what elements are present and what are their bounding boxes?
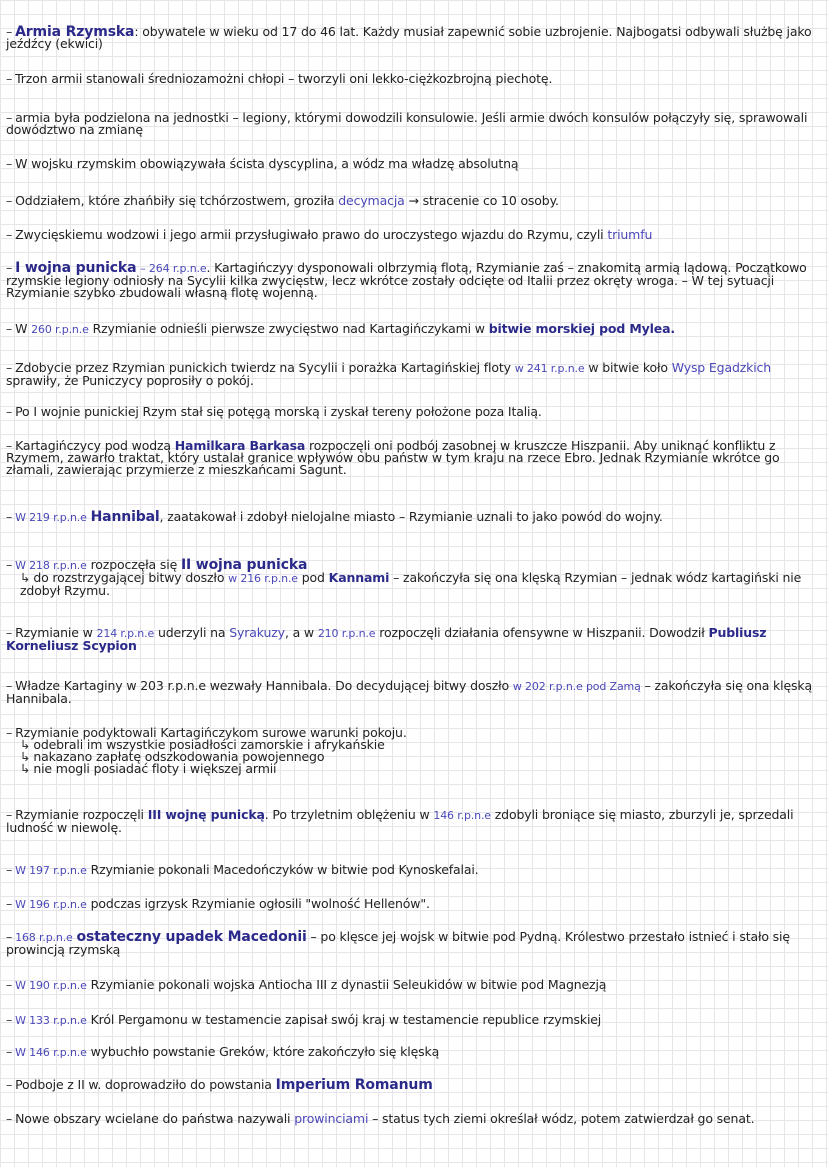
note-hamilkar-barkas: – Kartagińczycy pod wodzą Hamilkara Barkasa rozpoczęli oni podbój zasobnej w kruszcze Hiszpanii. Aby uniknąć konfliktu z Rzymem, zawarło traktat, który ustalał granice wpływów obu państw w tym kraju na rzece Ebro. Jednak Rzymianie wkrótce go złamali, zawierając przymierze z mieszkańcami Sagunt. <box>6 438 780 477</box>
note-i-wojna-punicka: – I wojna punicka – 264 r.p.n.e. Kartagińczyy dysponowali olbrzymią flotą, Rzymianie zaś – znakomitą armią lądową. Początkowo rzymskie legiony odniosły na Sycylii kilka zwycięstw, lecz wkrótce zostały odcięte od Italii przez okręty wroga. – W tej sytuacji Rzymianie szybko zbudowali własną flotę wojenną. <box>6 260 807 300</box>
note-wolnosc-hellenow: – W 196 r.p.n.e podczas igrzysk Rzymianie ogłosili "wolność Hellenów". <box>6 896 430 911</box>
term-hannibal: Hannibal <box>90 509 160 525</box>
note-potega-morska: – Po I wojnie punickiej Rzym stał się potęgą morską i zyskał tereny położone poza Italią. <box>6 404 542 419</box>
note-powstanie-grekow: – W 146 r.p.n.e wybuchło powstanie Greków, które zakończyło się klęską <box>6 1044 440 1059</box>
note-syrakuzy: – Rzymianie w 214 r.p.n.e uderzyli na Syrakuzy, a w 210 r.p.n.e rozpoczęli działania ofensywne w Hiszpanii. Dowodził Publiusz Korneliusz Scypion <box>6 625 767 653</box>
note-legiony: – armia była podzielona na jednostki – legiony, którymi dowodzili konsulowie. Jeśli armie dwóch konsulów połączyły się, sprawowali dowództwo na zmianę <box>6 110 808 137</box>
note-ii-wojna-punicka: – W 218 r.p.n.e rozpoczęła się II wojna punicka ↳ do rozstrzygającej bitwy doszło w 216 r.p.n.e pod Kannami – zakończyła się ona klęską Rzymian – jednak wódz kartagiński nie zdobył Rzymu. <box>6 557 802 598</box>
note-decymacja: – Oddziałem, które zhańbiły się tchórzostwem, groziła decymacja → stracenie co 10 osoby. <box>6 193 559 208</box>
term-iii-wojna-punicka: III wojnę punicką <box>147 807 265 822</box>
note-hannibal: – W 219 r.p.n.e Hannibal, zaatakował i zdobył nielojalne miasto – Rzymianie uznali to jako powód do wojny. <box>6 509 663 525</box>
note-zama: – Władze Kartaginy w 203 r.p.n.e wezwały Hannibala. Do decydującej bitwy doszło w 202 r.p.n.e pod Zamą – zakończyła się ona klęską Hannibala. <box>6 678 812 706</box>
term-prowincje: prowinciami <box>294 1111 369 1126</box>
list-item: ↳ nie mogli posiadać floty i większej armii <box>20 761 277 776</box>
note-trzon-armii: – Trzon armii stanowali średniozamożni chłopi – tworzyli oni lekko-ciężkozbrojną piechotę. <box>6 71 553 86</box>
term-ii-wojna-punicka: II wojna punicka <box>180 557 308 573</box>
term-hamilkar-barkas: Hamilkara Barkasa <box>174 438 306 453</box>
term-armia-rzymska: Armia Rzymska <box>15 24 135 40</box>
term-triumf: triumfu <box>607 227 653 242</box>
note-prowincje: – Nowe obszary wcielane do państwa nazywali prowinciami – status tych ziemi określał wódz, potem zatwierdzał go senat. <box>6 1111 755 1126</box>
note-kynoskefalai: – W 197 r.p.n.e Rzymianie pokonali Macedończyków w bitwie pod Kynoskefalai. <box>6 862 479 877</box>
list-item: ↳ odebrali im wszystkie posiadłości zamorskie i afrykańskie <box>20 737 385 752</box>
note-bitwa-mylea: – W 260 r.p.n.e Rzymianie odnieśli pierwsze zwycięstwo nad Kartagińczykami w bitwie morskiej pod Mylea. <box>6 321 675 336</box>
note-warunki-pokoju: – Rzymianie podyktowali Kartagińczykom surowe warunki pokoju. ↳ odebrali im wszystkie posiadłości zamorskie i afrykańskie ↳ nakazano zapłatę odszkodowania powojennego ↳ nie mogli posiadać floty i większej armii <box>6 727 820 775</box>
note-triumf: – Zwycięskiemu wodzowi i jego armii przysługiwało prawo do uroczystego wjazdu do Rzymu, czyli triumfu <box>6 227 653 242</box>
term-scypion: Publiusz Korneliusz Scypion <box>6 625 767 653</box>
note-magnezja: – W 190 r.p.n.e Rzymianie pokonali wojska Antiocha III z dynastii Seleukidów w bitwie pod Magnezją <box>6 977 607 992</box>
term-upadek-macedonii: ostateczny upadek Macedonii <box>76 929 307 945</box>
note-upadek-macedonii: – 168 r.p.n.e ostateczny upadek Macedonii – po klęsce jej wojsk w bitwie pod Pydną. Królestwo przestało istnieć i stało się prowincją rzymską <box>6 929 790 957</box>
term-bitwa-mylea: bitwie morskiej pod Mylea. <box>488 321 675 336</box>
note-armia-rzymska: – Armia Rzymska: obywatele w wieku od 17 do 46 lat. Każdy musiał zapewnić sobie uzbrojenie. Najbogatsi odbywali służbę jako jeźdźcy (ekwici) <box>6 24 812 51</box>
note-wyspy-egadzkie: – Zdobycie przez Rzymian punickich twierdz na Sycylii i porażka Kartagińskiej floty w 241 r.p.n.e w bitwie koło Wysp Egadzkich sprawiły, że Puniczycy poprosiły o pokój. <box>6 360 772 388</box>
term-i-wojna-punicka: I wojna punicka <box>15 260 137 276</box>
term-imperium-romanum: Imperium Romanum <box>275 1077 433 1093</box>
note-dyscyplina: – W wojsku rzymskim obowiązywała ścista dyscyplina, a wódz ma władzę absolutną <box>6 156 519 171</box>
note-imperium-romanum: – Podboje z II w. doprowadziło do powstania Imperium Romanum <box>6 1077 433 1093</box>
note-iii-wojna-punicka: – Rzymianie rozpoczęli III wojnę punicką. Po trzyletnim oblężeniu w 146 r.p.n.e zdobyli broniące się miasto, zburzyli je, sprzedali ludność w niewolę. <box>6 807 794 835</box>
list-item: ↳ nakazano zapłatę odszkodowania powojennego <box>20 749 325 764</box>
term-kannami: Kannami <box>328 570 390 585</box>
term-decymacja: decymacja <box>338 193 405 208</box>
note-pergamon: – W 133 r.p.n.e Król Pergamonu w testamencie zapisał swój kraj w testamencie republice rzymskiej <box>6 1012 602 1027</box>
